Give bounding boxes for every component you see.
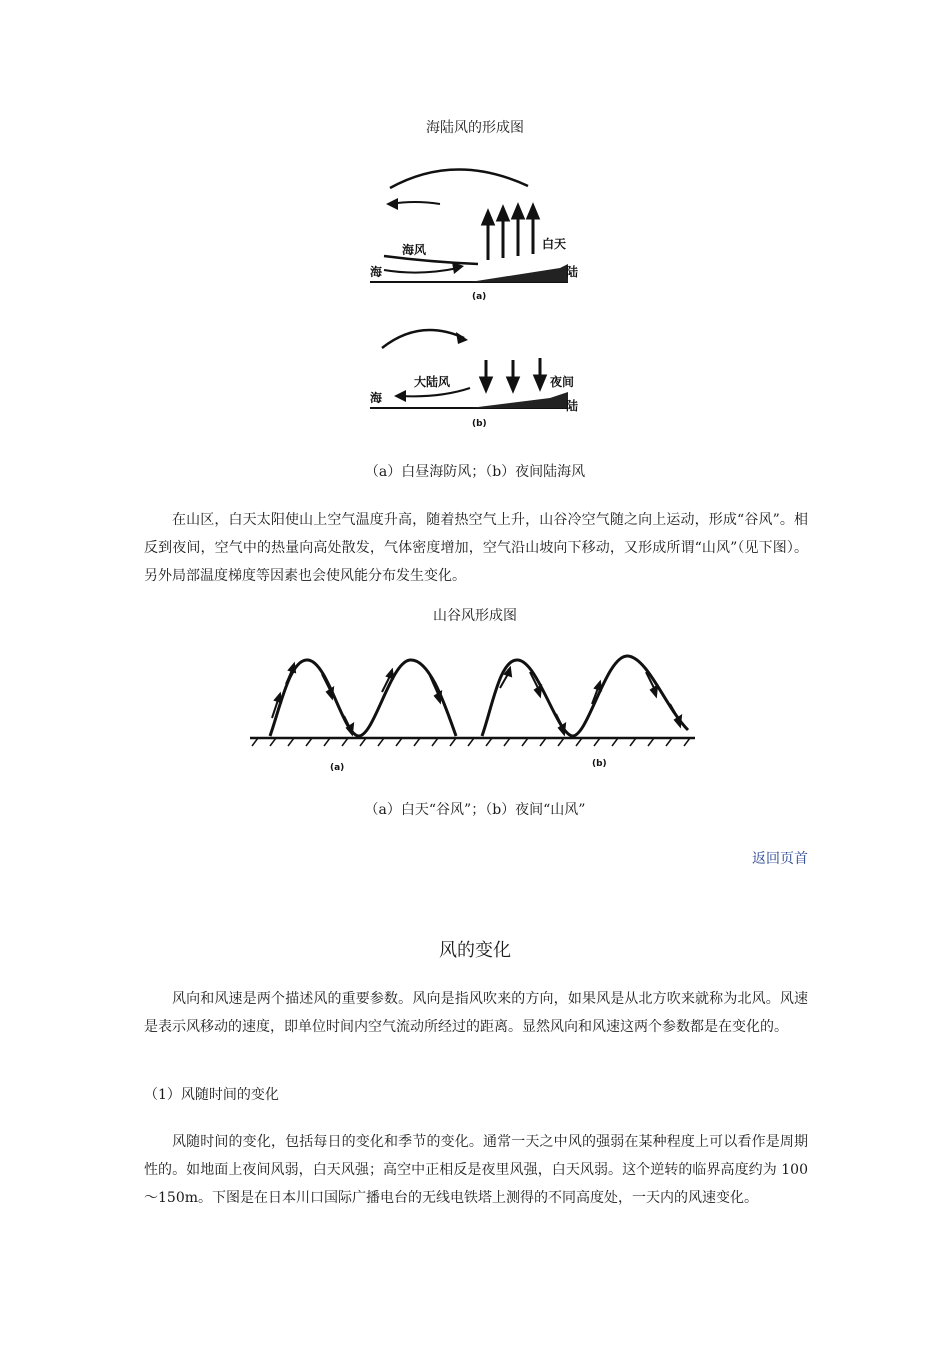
panel-b-time-label: 夜间 [550, 375, 575, 389]
figure2-label-a: (a) [330, 763, 345, 773]
panel-a-wind-label: 海风 [402, 243, 427, 257]
panel-a-label: (a) [472, 292, 487, 302]
panel-a-sea-label: 海 [370, 265, 383, 279]
paragraph-time-variation: 风随时间的变化，包括每日的变化和季节的变化。通常一天之中风的强弱在某种程度上可以看作是周期性的。如地面上夜间风弱，白天风强；高空中正相反是夜里风强，白天风弱。这个逆转的临界高度约为 100～150m。下图是在日本川口国际广播电台的无线电铁塔上测得的不同高度处，一天内的风速变化。 [144, 1134, 808, 1206]
figure1-title: 海陆风的形成图 [426, 120, 524, 136]
subheading-time-variation: （1）风随时间的变化 [144, 1087, 279, 1103]
figure2-title: 山谷风形成图 [433, 608, 517, 624]
panel-b-land-label: 陆 [566, 399, 579, 413]
panel-a-time-label: 白天 [542, 237, 567, 251]
section-heading: 风的变化 [439, 940, 511, 961]
panel-b-sea-label: 海 [370, 391, 383, 405]
panel-b-wind-label: 大陆风 [414, 375, 451, 389]
sea-land-breeze-diagram [360, 160, 600, 440]
panel-b-night [370, 330, 578, 429]
panel-a-land-label: 陆 [566, 265, 579, 279]
panel-b-label: (b) [472, 419, 487, 429]
back-to-top-link[interactable]: 返回页首 [752, 851, 808, 867]
figure1-caption: （a）白昼海防风；（b）夜间陆海风 [364, 464, 586, 480]
figure2-caption: （a）白天“谷风”；（b）夜间“山风” [364, 802, 586, 818]
paragraph-mountain-valley: 在山区，白天太阳使山上空气温度升高，随着热空气上升，山谷冷空气随之向上运动，形成“谷风”。相反到夜间，空气中的热量向高处散发，气体密度增加，空气沿山坡向下移动，又形成所谓“山风”（见下图）。另外局部温度梯度等因素也会使风能分布发生变化。 [144, 512, 808, 584]
paragraph-wind-parameters: 风向和风速是两个描述风的重要参数。风向是指风吹来的方向，如果风是从北方吹来就称为北风。风速是表示风移动的速度，即单位时间内空气流动所经过的距离。显然风向和风速这两个参数都是在变化的。 [144, 991, 808, 1035]
mountain-valley-wind-diagram [250, 648, 700, 778]
figure2-label-b: (b) [592, 759, 607, 769]
panel-a-daytime [370, 169, 578, 302]
